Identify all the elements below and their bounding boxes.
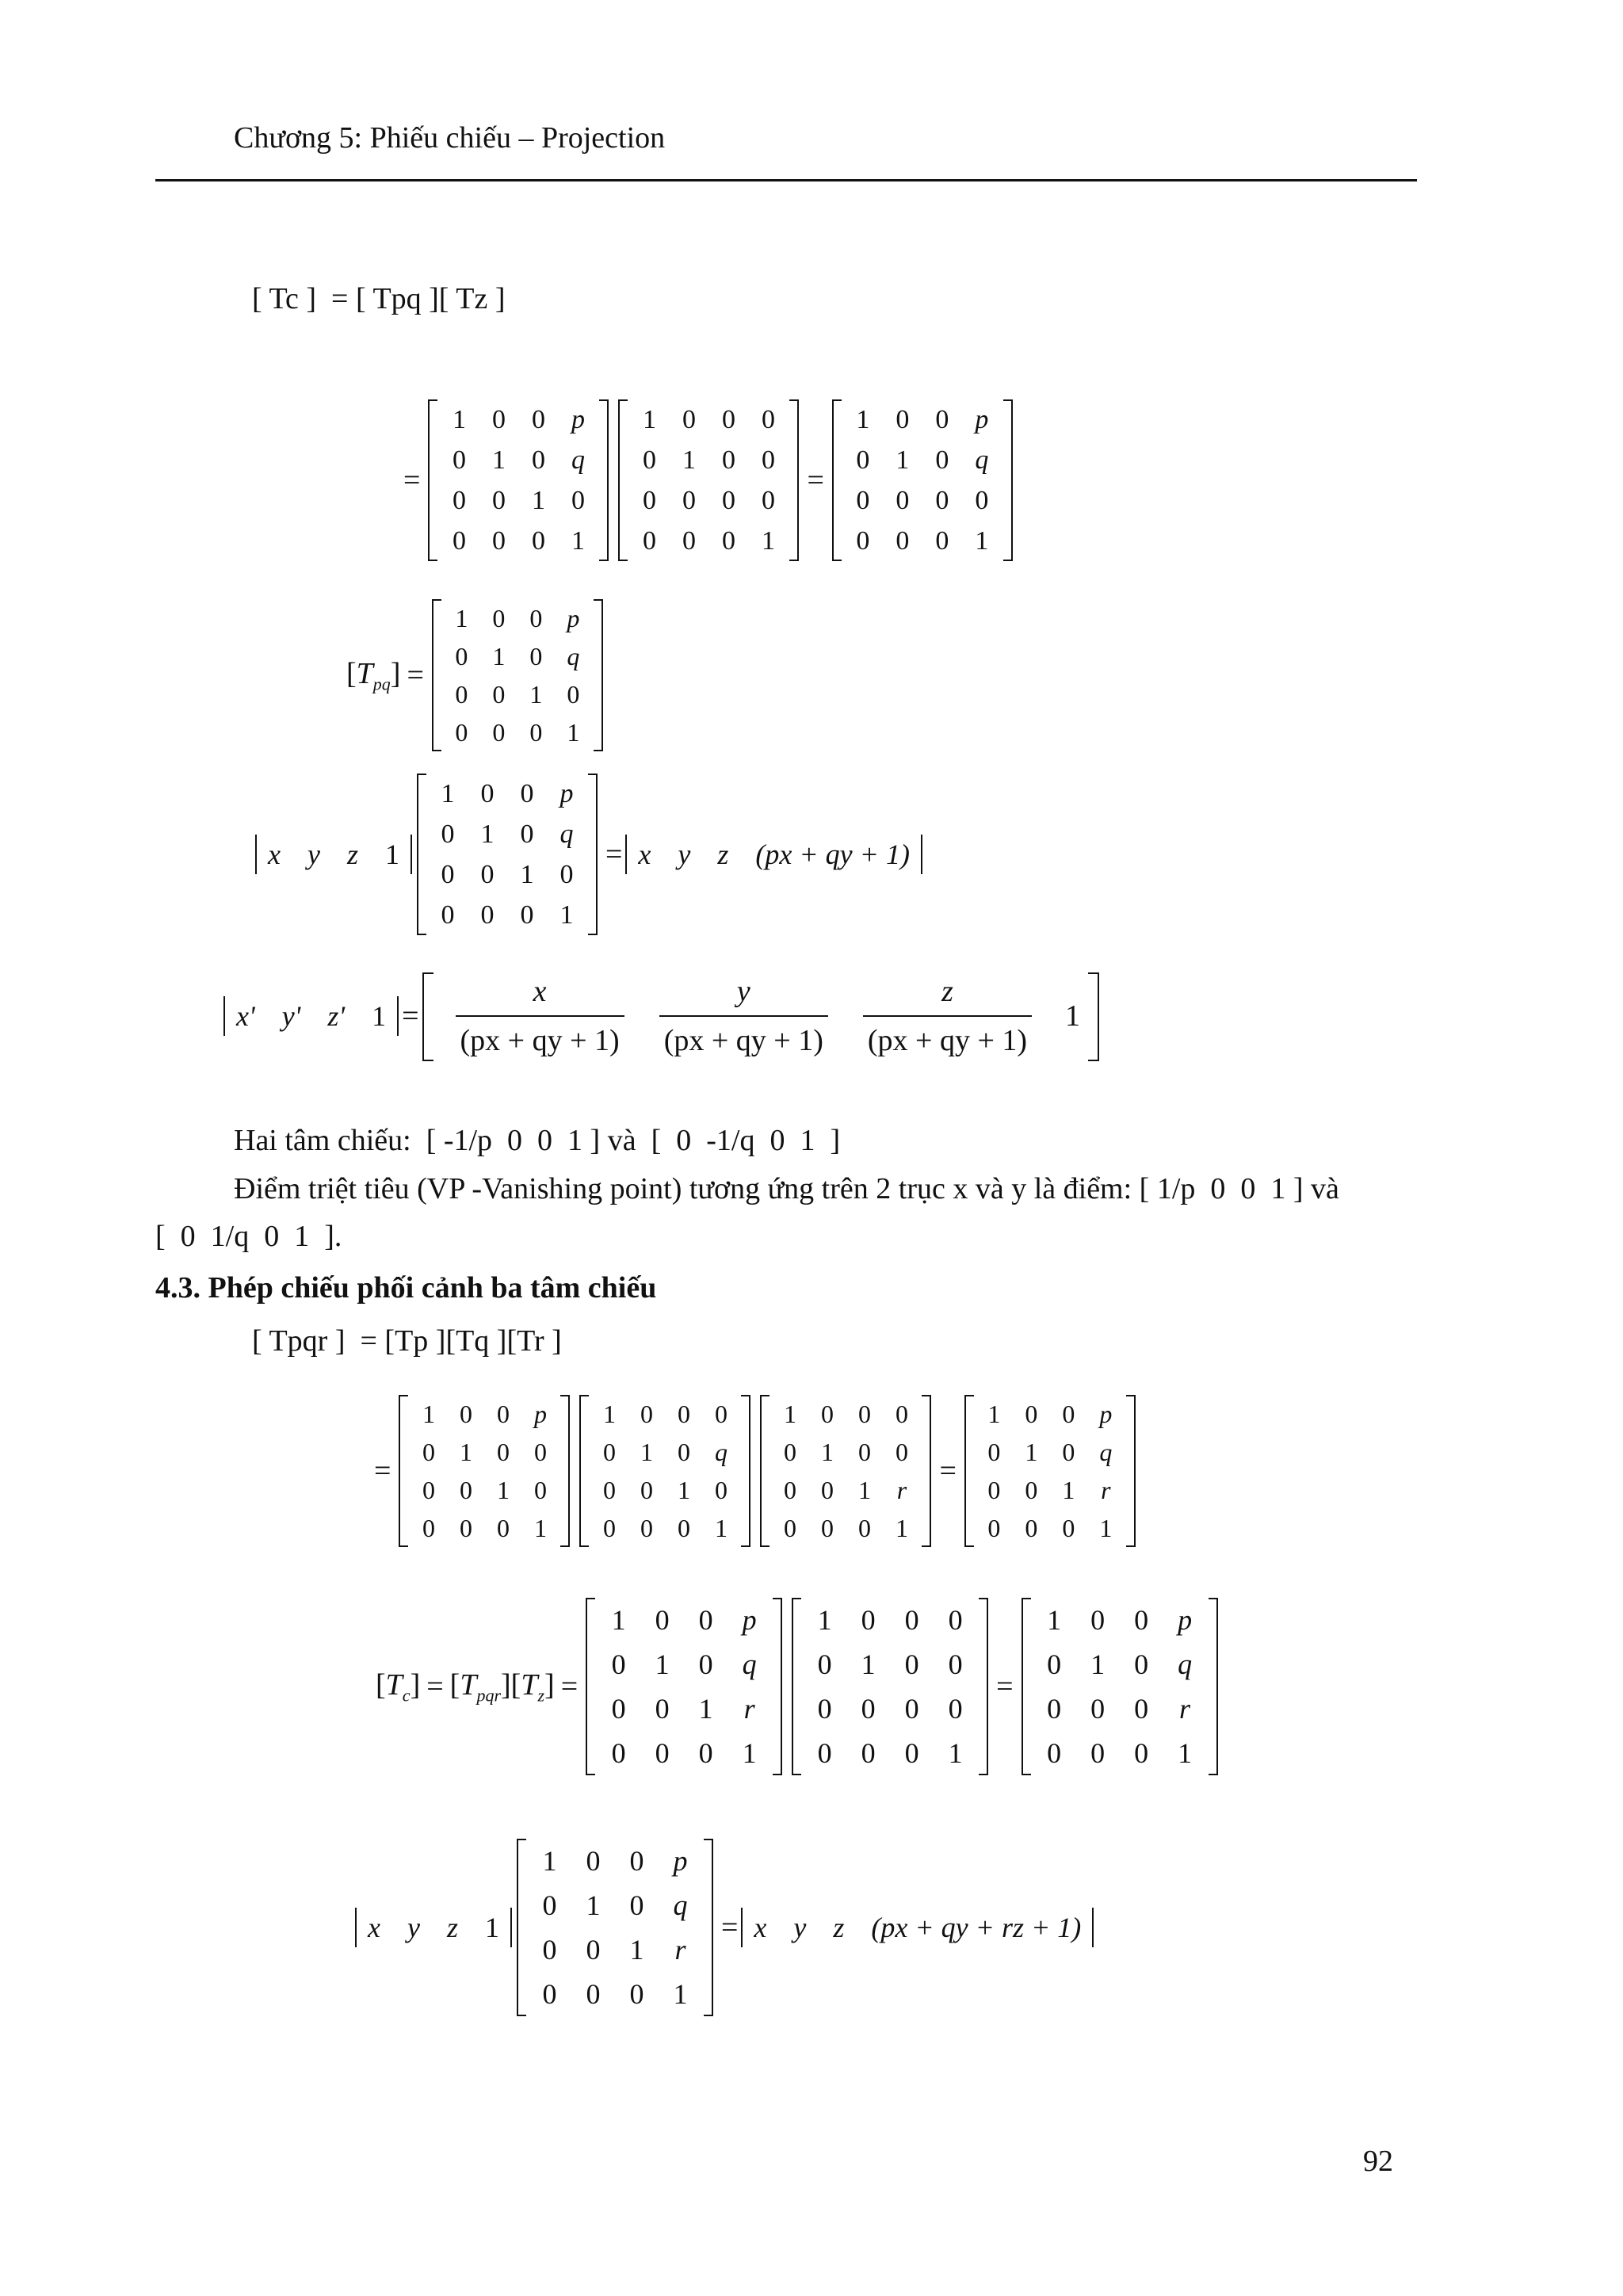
matrix-cell: 0: [1025, 1514, 1038, 1542]
matrix-cell: 1: [629, 1934, 644, 1966]
matrix-tq: [579, 1395, 750, 1547]
matrix-cell: 0: [861, 1737, 876, 1769]
vector-entry: y: [678, 839, 691, 870]
matrix-cell: 0: [895, 1438, 908, 1466]
point-transform-pq: [255, 774, 922, 935]
matrix-cell: p: [567, 604, 580, 632]
matrix-cell: 0: [492, 718, 506, 747]
matrix-cell: q: [1178, 1648, 1193, 1680]
matrix-cell: 0: [642, 526, 656, 556]
matrix-cell: 0: [520, 779, 534, 808]
matrix-cell: 1: [531, 486, 545, 515]
matrix-cell: 1: [480, 819, 495, 849]
matrix-cell: 0: [820, 1514, 834, 1542]
matrix-cell: 1: [520, 860, 534, 889]
matrix-cell: 0: [1047, 1693, 1062, 1725]
matrix-cell: 0: [459, 1400, 472, 1428]
matrix-cell: 0: [640, 1476, 653, 1504]
matrix-cell: 0: [761, 405, 775, 434]
matrix-cell: 1: [655, 1648, 670, 1680]
matrix-cell: 0: [904, 1693, 919, 1725]
matrix-product-1: [400, 399, 1018, 561]
matrix-cell: q: [571, 445, 585, 475]
matrix-cell: p: [975, 405, 989, 434]
matrix-cell: 1: [698, 1693, 713, 1725]
vector-entry: 1: [384, 839, 399, 870]
vector-entry: y: [407, 1912, 420, 1943]
matrix-cell: 0: [542, 1978, 557, 2010]
vector-entry: x: [754, 1912, 767, 1943]
matrix-cell: 0: [1047, 1648, 1062, 1680]
matrix-cell: 0: [856, 486, 870, 515]
matrix-cell: 1: [586, 1889, 601, 1921]
matrix-cell: 0: [948, 1604, 963, 1636]
matrix-cell: q: [975, 445, 989, 475]
matrix-cell: 0: [1062, 1400, 1075, 1428]
vector-entry: z: [717, 839, 729, 870]
equation-tc-tpq-tz: [ Tc ] = [ Tpq ][ Tz ]: [252, 282, 506, 315]
header-rule: [155, 179, 1417, 181]
centers-text: Hai tâm chiếu: [ -1/p 0 0 1 ] và [ 0 -1/q 0 1 ]: [234, 1124, 841, 1157]
matrix-cell: 0: [529, 642, 543, 670]
matrix-cell: 0: [496, 1514, 510, 1542]
matrix-tpq: [428, 399, 609, 561]
matrix-cell: 1: [1178, 1737, 1193, 1769]
matrix-cell: 0: [531, 405, 545, 434]
matrix-cell: 0: [531, 526, 545, 556]
one-entry: 1: [1065, 999, 1081, 1033]
matrix-cell: 0: [677, 1400, 690, 1428]
matrix-cell: 1: [1090, 1648, 1106, 1680]
matrix-cell: 0: [904, 1737, 919, 1769]
matrix-cell: r: [1179, 1693, 1191, 1725]
matrix-cell: 0: [721, 445, 735, 475]
row-vector-result-pqr: [741, 1908, 1094, 1947]
matrix-cell: 0: [1134, 1737, 1149, 1769]
matrix-cell: 0: [817, 1737, 832, 1769]
matrix-cell: 0: [698, 1648, 713, 1680]
vector-entry: y': [281, 1000, 301, 1032]
matrix-cell: 0: [987, 1476, 1001, 1504]
matrix-cell: 1: [492, 642, 506, 670]
matrix-cell: 1: [682, 445, 696, 475]
matrix-cell: r: [896, 1476, 907, 1504]
matrix-cell: 0: [682, 486, 696, 515]
matrix-cell: 0: [987, 1514, 1001, 1542]
matrix-cell: p: [1178, 1604, 1193, 1636]
matrix-cell: 0: [817, 1648, 832, 1680]
matrix-cell: 0: [586, 1934, 601, 1966]
matrix-cell: 0: [542, 1889, 557, 1921]
equals-sign: =: [720, 1911, 739, 1944]
matrix-cell: 0: [935, 526, 949, 556]
row-vector-xyz1: [255, 835, 412, 874]
matrix-cell: 0: [642, 445, 656, 475]
matrix-cell: 0: [1025, 1476, 1038, 1504]
vector-entry: x: [368, 1912, 380, 1943]
matrix-cell: 1: [714, 1514, 727, 1542]
matrix-cell: 0: [520, 819, 534, 849]
matrix-cell: 0: [698, 1737, 713, 1769]
matrix-cell: 0: [491, 405, 506, 434]
matrix-cell: 0: [586, 1845, 601, 1877]
matrix-cell: 0: [629, 1978, 644, 2010]
matrix-cell: 0: [640, 1400, 653, 1428]
matrix-cell: 1: [496, 1476, 510, 1504]
matrix-cell: 0: [857, 1400, 871, 1428]
tpqr-label: $[T_{pqr}][T_z]$: [449, 1668, 555, 1706]
matrix-tz-2: [792, 1598, 988, 1775]
matrix-cell: 0: [1090, 1737, 1106, 1769]
equals-sign: =: [374, 1454, 391, 1488]
matrix-cell: 1: [987, 1400, 1001, 1428]
matrix-cell: q: [673, 1889, 688, 1921]
matrix-cell: 1: [856, 405, 870, 434]
matrix-cell: 0: [655, 1693, 670, 1725]
matrix-cell: 0: [1134, 1693, 1149, 1725]
matrix-cell: 1: [975, 526, 989, 556]
equation-tpqr: [ Tpqr ] = [Tp ][Tq ][Tr ]: [252, 1324, 562, 1358]
matrix-cell: 0: [1047, 1737, 1062, 1769]
matrix-cell: 0: [611, 1648, 626, 1680]
matrix-cell: 0: [455, 718, 468, 747]
matrix-cell: 0: [896, 526, 910, 556]
matrix-cell: 0: [721, 486, 735, 515]
matrix-cell: 0: [948, 1693, 963, 1725]
fraction-vector: [422, 972, 1100, 1060]
vector-entry: x: [638, 839, 651, 870]
equals-sign: =: [426, 1670, 444, 1703]
matrix-cell: 0: [533, 1438, 547, 1466]
matrix-tpq-def: [432, 599, 603, 751]
matrix-cell: 0: [714, 1476, 727, 1504]
matrix-cell: r: [1101, 1476, 1111, 1504]
matrix-cell: 1: [455, 604, 468, 632]
matrix-cell: 1: [459, 1438, 472, 1466]
matrix-cell: 0: [533, 1476, 547, 1504]
matrix-cell: q: [714, 1438, 727, 1466]
row-vector-prime: [223, 996, 399, 1036]
matrix-cell: 0: [721, 526, 735, 556]
matrix-cell: 0: [492, 680, 506, 709]
matrix-cell: 0: [1025, 1400, 1038, 1428]
matrix-cell: 0: [422, 1438, 435, 1466]
matrix-cell: 0: [611, 1693, 626, 1725]
matrix-cell: p: [533, 1400, 547, 1428]
fraction-y: $\frac{y}{(px + qy + 1)}$: [659, 974, 828, 1058]
point-transform-pqr: [355, 1839, 1094, 2016]
matrix-tpqr-apply: [517, 1839, 713, 2016]
matrix-cell: 0: [856, 445, 870, 475]
vector-entry: (px + qy + 1): [755, 839, 910, 870]
matrix-cell: 0: [820, 1400, 834, 1428]
matrix-cell: 1: [1047, 1604, 1062, 1636]
matrix-cell: 0: [492, 604, 506, 632]
matrix-cell: p: [559, 779, 574, 808]
matrix-cell: 1: [1062, 1476, 1075, 1504]
matrix-cell: 0: [629, 1845, 644, 1877]
tc-product-3: [372, 1598, 1223, 1775]
matrix-cell: 0: [677, 1438, 690, 1466]
matrix-cell: 0: [602, 1514, 616, 1542]
equals-sign: =: [403, 464, 421, 497]
matrix-cell: 0: [682, 526, 696, 556]
matrix-cell: 0: [655, 1604, 670, 1636]
matrix-cell: 1: [491, 445, 506, 475]
matrix-tr: [760, 1395, 931, 1547]
matrix-tc: [832, 399, 1013, 561]
matrix-cell: q: [742, 1648, 757, 1680]
row-vector-xyz1-2: [355, 1908, 512, 1947]
matrix-cell: 0: [496, 1400, 510, 1428]
matrix-cell: 0: [422, 1476, 435, 1504]
matrix-cell: 0: [857, 1514, 871, 1542]
matrix-cell: 0: [1062, 1438, 1075, 1466]
matrix-cell: 1: [742, 1737, 757, 1769]
matrix-cell: 0: [1134, 1604, 1149, 1636]
vector-entry: z: [833, 1912, 845, 1943]
matrix-cell: 0: [496, 1438, 510, 1466]
matrix-cell: 0: [455, 680, 468, 709]
page-number: 92: [1363, 2145, 1393, 2178]
section-heading: 4.3. Phép chiếu phối cảnh ba tâm chiếu: [155, 1271, 657, 1305]
matrix-cell: 0: [480, 779, 495, 808]
vector-entry: z': [327, 1000, 346, 1032]
matrix-cell: q: [559, 819, 574, 849]
matrix-cell: 0: [441, 860, 455, 889]
matrix-cell: 0: [1062, 1514, 1075, 1542]
matrix-cell: 1: [602, 1400, 616, 1428]
matrix-cell: 0: [698, 1604, 713, 1636]
matrix-cell: 0: [783, 1438, 796, 1466]
matrix-cell: 0: [896, 486, 910, 515]
vector-entry: z: [446, 1912, 458, 1943]
matrix-cell: 0: [935, 405, 949, 434]
matrix-cell: 1: [559, 900, 574, 930]
running-header: Chương 5: Phiếu chiếu – Projection: [234, 121, 666, 155]
matrix-cell: 1: [761, 526, 775, 556]
equals-sign: =: [605, 838, 623, 871]
matrix-cell: 1: [542, 1845, 557, 1877]
matrix-cell: 0: [422, 1514, 435, 1542]
matrix-cell: 0: [571, 486, 585, 515]
matrix-cell: 1: [529, 680, 543, 709]
fraction-x: $\frac{x}{(px + qy + 1)}$: [456, 974, 624, 1058]
matrix-cell: 1: [642, 405, 656, 434]
matrix-cell: 1: [1025, 1438, 1038, 1466]
normalized-point: [223, 972, 1099, 1060]
matrix-cell: 0: [1090, 1693, 1106, 1725]
matrix-cell: 0: [459, 1476, 472, 1504]
matrix-cell: 0: [896, 405, 910, 434]
matrix-cell: 0: [948, 1648, 963, 1680]
matrix-cell: 0: [452, 526, 466, 556]
matrix-cell: 0: [602, 1476, 616, 1504]
matrix-cell: 0: [714, 1400, 727, 1428]
matrix-cell: 0: [655, 1737, 670, 1769]
tpq-label: $[T_{pq}]$: [346, 656, 401, 694]
matrix-cell: p: [571, 405, 585, 434]
matrix-cell: 0: [542, 1934, 557, 1966]
matrix-cell: 1: [1099, 1514, 1113, 1542]
vector-entry: 1: [484, 1912, 499, 1943]
matrix-cell: 0: [640, 1514, 653, 1542]
matrix-cell: 0: [761, 445, 775, 475]
matrix-cell: 0: [586, 1978, 601, 2010]
matrix-cell: 1: [861, 1648, 876, 1680]
matrix-cell: 0: [559, 860, 574, 889]
fraction-z: $\frac{z}{(px + qy + 1)}$: [863, 974, 1032, 1058]
matrix-cell: 0: [783, 1476, 796, 1504]
matrix-cell: 0: [861, 1693, 876, 1725]
equals-sign: =: [996, 1670, 1014, 1703]
matrix-cell: q: [567, 642, 580, 670]
matrix-cell: 0: [491, 486, 506, 515]
matrix-cell: p: [1099, 1400, 1113, 1428]
equals-sign: =: [407, 659, 424, 692]
vector-entry: z: [346, 839, 358, 870]
matrix-cell: 0: [677, 1514, 690, 1542]
matrix-cell: 0: [1090, 1604, 1106, 1636]
matrix-cell: 0: [761, 486, 775, 515]
matrix-cell: 1: [783, 1400, 796, 1428]
matrix-cell: 0: [455, 642, 468, 670]
matrix-cell: 1: [948, 1737, 963, 1769]
matrix-cell: 0: [861, 1604, 876, 1636]
matrix-cell: 0: [682, 405, 696, 434]
matrix-cell: 0: [935, 486, 949, 515]
vanishing-text-2: [ 0 1/q 0 1 ].: [155, 1220, 342, 1253]
matrix-cell: 1: [895, 1514, 908, 1542]
vector-entry: x: [268, 839, 281, 870]
matrix-cell: 1: [611, 1604, 626, 1636]
matrix-cell: 0: [459, 1514, 472, 1542]
matrix-cell: 0: [452, 486, 466, 515]
matrix-cell: 0: [452, 445, 466, 475]
matrix-cell: 1: [817, 1604, 832, 1636]
equals-sign: =: [939, 1454, 957, 1488]
matrix-cell: 0: [529, 604, 543, 632]
tc-lhs: $[T_c]$: [376, 1668, 421, 1706]
matrix-cell: 0: [1134, 1648, 1149, 1680]
matrix-cell: 0: [567, 680, 580, 709]
matrix-cell: 1: [673, 1978, 688, 2010]
matrix-cell: 0: [856, 526, 870, 556]
matrix-cell: 0: [529, 718, 543, 747]
matrix-cell: 0: [629, 1889, 644, 1921]
matrix-cell: 0: [441, 819, 455, 849]
vector-entry: y: [793, 1912, 807, 1943]
matrix-tc-3: [1022, 1598, 1218, 1775]
matrix-product-2: [371, 1395, 1140, 1547]
matrix-cell: r: [674, 1934, 686, 1966]
matrix-cell: 0: [975, 486, 989, 515]
matrix-cell: 0: [480, 900, 495, 930]
matrix-tpq-apply: [417, 774, 598, 935]
matrix-cell: 0: [817, 1693, 832, 1725]
matrix-cell: 0: [480, 860, 495, 889]
tpq-definition: [343, 599, 608, 751]
matrix-cell: p: [742, 1604, 757, 1636]
matrix-cell: 1: [533, 1514, 547, 1542]
matrix-tpqr-2: [586, 1598, 782, 1775]
matrix-cell: 1: [677, 1476, 690, 1504]
matrix-cell: 0: [611, 1737, 626, 1769]
matrix-tp: [399, 1395, 570, 1547]
equals-sign: =: [807, 464, 824, 497]
matrix-cell: r: [743, 1693, 755, 1725]
row-vector-result-pq: [625, 835, 922, 874]
matrix-cell: 0: [904, 1604, 919, 1636]
matrix-cell: 1: [567, 718, 580, 747]
matrix-cell: 0: [783, 1514, 796, 1542]
matrix-cell: 0: [904, 1648, 919, 1680]
equals-sign: =: [402, 999, 419, 1033]
matrix-cell: 0: [602, 1438, 616, 1466]
matrix-cell: 1: [857, 1476, 871, 1504]
matrix-cell: 1: [896, 445, 910, 475]
matrix-cell: 0: [857, 1438, 871, 1466]
matrix-cell: 0: [987, 1438, 1001, 1466]
matrix-cell: p: [673, 1845, 688, 1877]
vanishing-text-1: Điểm triệt tiêu (VP -Vanishing point) tương ứng trên 2 trục x và y là điểm: [ 1/p 0 0 1 ] và: [234, 1172, 1339, 1205]
matrix-cell: 0: [642, 486, 656, 515]
vector-entry: x': [236, 1000, 255, 1032]
matrix-cell: 0: [491, 526, 506, 556]
matrix-cell: 1: [452, 405, 466, 434]
matrix-cell: 1: [571, 526, 585, 556]
matrix-cell: 0: [520, 900, 534, 930]
equals-sign: =: [560, 1670, 579, 1703]
matrix-cell: 0: [721, 405, 735, 434]
matrix-cell: 0: [935, 445, 949, 475]
matrix-cell: 1: [820, 1438, 834, 1466]
vector-entry: y: [307, 839, 320, 870]
matrix-tz: [618, 399, 799, 561]
matrix-cell: 1: [422, 1400, 435, 1428]
matrix-cell: 0: [895, 1400, 908, 1428]
vector-entry: (px + qy + rz + 1): [871, 1912, 1082, 1943]
matrix-cell: 0: [531, 445, 545, 475]
matrix-cell: 0: [441, 900, 455, 930]
matrix-cell: 1: [640, 1438, 653, 1466]
matrix-cell: q: [1099, 1438, 1113, 1466]
matrix-tpqr: [964, 1395, 1136, 1547]
matrix-cell: 1: [441, 779, 455, 808]
vector-entry: 1: [372, 1000, 387, 1032]
matrix-cell: 0: [820, 1476, 834, 1504]
